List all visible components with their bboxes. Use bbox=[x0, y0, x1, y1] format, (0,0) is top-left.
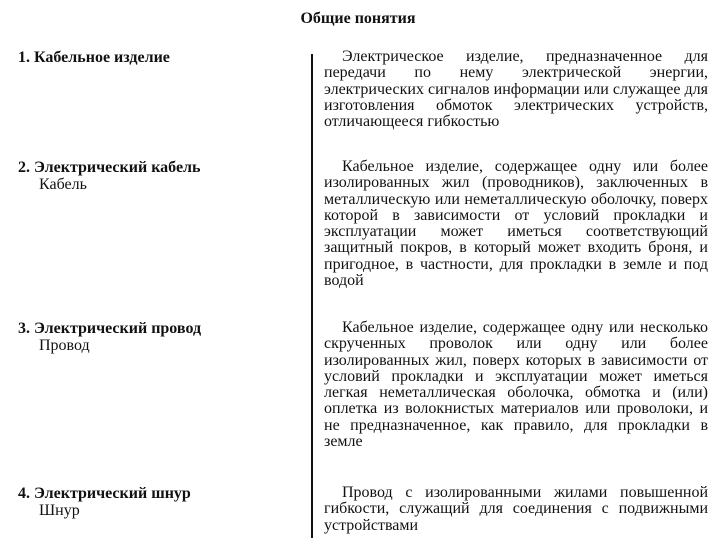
term-2 bbox=[18, 159, 303, 193]
column-divider bbox=[311, 54, 313, 538]
term-name: Электрический кабель bbox=[34, 159, 201, 176]
term-name: Электрический шнур bbox=[34, 485, 191, 502]
term-number: 4. bbox=[18, 485, 30, 502]
term-1-definition: Электрическое изделие, предназначенное для передачи по нему электрической энергии, электрических сигналов информации или служащее для изготовления обмоток электрических устройств, отличающееся гибкостью bbox=[324, 48, 708, 131]
term-number: 2. bbox=[18, 159, 30, 176]
term-2-definition: Кабельное изделие, содержащее одну или более изолированных жил (проводников), заключенных в металлическую или неметаллическую оболочку, поверх которой в зависимости от условий прокладки и эксплуатации может иметься соответствующий защитный покров, в который может входить броня, и пригодное, в частности, для прокладки в земле и под водой bbox=[324, 158, 708, 290]
term-3 bbox=[18, 320, 303, 354]
term-short-name: Кабель bbox=[39, 176, 87, 193]
term-name: Электрический провод bbox=[34, 320, 202, 337]
term-3-definition: Кабельное изделие, содержащее одну или несколько скрученных проволок или одну или более изолированных жил, поверх которых в зависимости от условий прокладки и эксплуатации может иметься легкая неметаллическая оболочка, обмотка и (или) оплетка из волокнистых материалов или проволоки, и не предназначенное, как правило, для прокладки в земле bbox=[324, 319, 708, 451]
term-name: Кабельное изделие bbox=[34, 49, 170, 66]
term-4 bbox=[18, 485, 303, 519]
term-short-name: Шнур bbox=[39, 502, 80, 519]
term-number: 1. bbox=[18, 49, 30, 66]
section-title: Общие понятия bbox=[300, 10, 416, 27]
term-4-definition: Провод с изолированными жилами повышенной гибкости, служащий для соединения с подвижными устройствами bbox=[324, 484, 708, 534]
term-1 bbox=[18, 49, 303, 66]
term-number: 3. bbox=[18, 320, 30, 337]
term-short-name: Провод bbox=[39, 337, 90, 354]
